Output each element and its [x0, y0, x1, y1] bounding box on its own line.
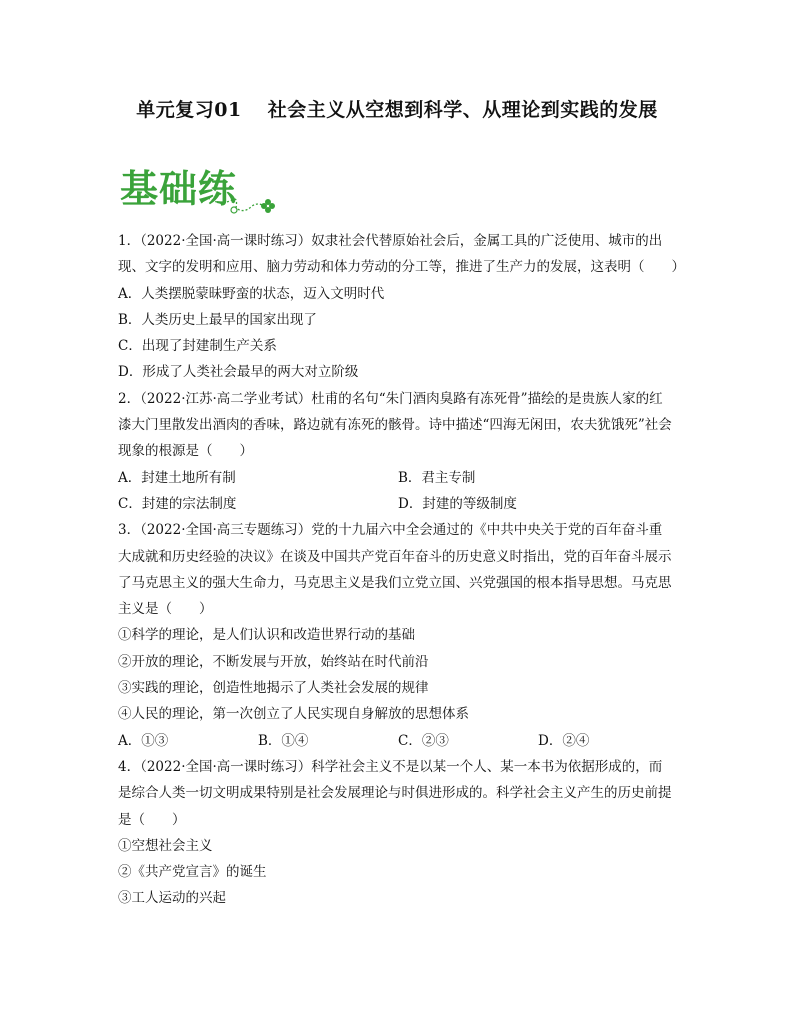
question-4	[118, 754, 678, 912]
question-stem-line: 现、文字的发明和应用、脑力劳动和体力劳动的分工等，推进了生产力的发展，这表明（ ）	[118, 259, 685, 276]
option-c: C．封建的宗法制度	[118, 495, 237, 512]
option-a: A．封建土地所有制	[118, 469, 236, 486]
question-stem-line: 2．（2022·江苏·高二学业考试）杜甫的名句“朱门酒肉臭路有冻死骨”描绘的是贵族人家的红	[118, 390, 663, 407]
option-a: A．①③	[118, 732, 169, 749]
section-label: 基础练	[120, 167, 238, 211]
option-b: B．①④	[258, 732, 309, 749]
question-stem-line: 了马克思主义的强大生命力，马克思主义是我们立党立国、兴党强国的根本指导思想。马克思	[118, 574, 672, 591]
statement-1: ①科学的理论，是人们认识和改造世界行动的基础	[118, 627, 415, 644]
question-stem-line: 3．（2022·全国·高三专题练习）党的十九届六中全会通过的《中共中央关于党的百年奋斗重	[118, 522, 663, 539]
unit-number: 单元复习01	[136, 99, 242, 121]
question-stem-line: 1．（2022·全国·高一课时练习）奴隶社会代替原始社会后，金属工具的广泛使用、城市的出	[118, 233, 663, 249]
option-row	[118, 465, 678, 491]
option-c: C．出现了封建制生产关系	[118, 338, 277, 355]
statement-3: ③工人运动的兴起	[118, 890, 226, 907]
option-d: D．封建的等级制度	[398, 495, 517, 512]
question-stem-line: 漆大门里散发出酒肉的香味，路边就有冻死的骸骨。诗中描述“四海无闲田，农夫犹饿死”社会	[118, 417, 672, 434]
question-stem-line: 是（ ）	[118, 811, 186, 828]
question-stem-line: 主义是（ ）	[118, 601, 213, 618]
question-stem-line: 现象的根源是（ ）	[118, 443, 253, 460]
question-3	[118, 517, 678, 754]
statement-1: ①空想社会主义	[118, 837, 213, 854]
question-stem-line: 是综合人类一切文明成果特别是社会发展理论与时俱进形成的。科学社会主义产生的历史前提	[118, 785, 672, 802]
question-2	[118, 386, 678, 517]
option-c: C．②③	[398, 732, 449, 749]
unit-topic: 社会主义从空想到科学、从理论到实践的发展	[267, 99, 658, 121]
option-b: B．君主专制	[398, 469, 476, 486]
statement-2: ②《共产党宣言》的诞生	[118, 864, 267, 881]
option-d: D．②④	[538, 732, 590, 749]
option-b: B．人类历史上最早的国家出现了	[118, 311, 317, 328]
question-1	[118, 228, 685, 386]
statement-3: ③实践的理论，创造性地揭示了人类社会发展的规律	[118, 680, 429, 697]
option-d: D．形成了人类社会最早的两大对立阶级	[118, 364, 359, 381]
question-stem-line: 大成就和历史经验的决议》在谈及中国共产党百年奋斗的历史意义时指出，党的百年奋斗展示	[118, 548, 672, 565]
section-banner	[120, 158, 290, 218]
statement-2: ②开放的理论，不断发展与开放，始终站在时代前沿	[118, 653, 429, 670]
question-stem-line: 4．（2022·全国·高一课时练习）科学社会主义不是以某一个人、某一本书为依据形成的，而	[118, 758, 663, 775]
option-row	[118, 491, 678, 517]
option-row	[118, 728, 678, 754]
option-a: A．人类摆脱蒙昧野蛮的状态，迈入文明时代	[118, 285, 385, 302]
clover-vine-icon	[120, 158, 290, 218]
question-list	[118, 228, 685, 912]
statement-4: ④人民的理论，第一次创立了人民实现自身解放的思想体系	[118, 706, 469, 723]
page-title	[0, 95, 794, 122]
